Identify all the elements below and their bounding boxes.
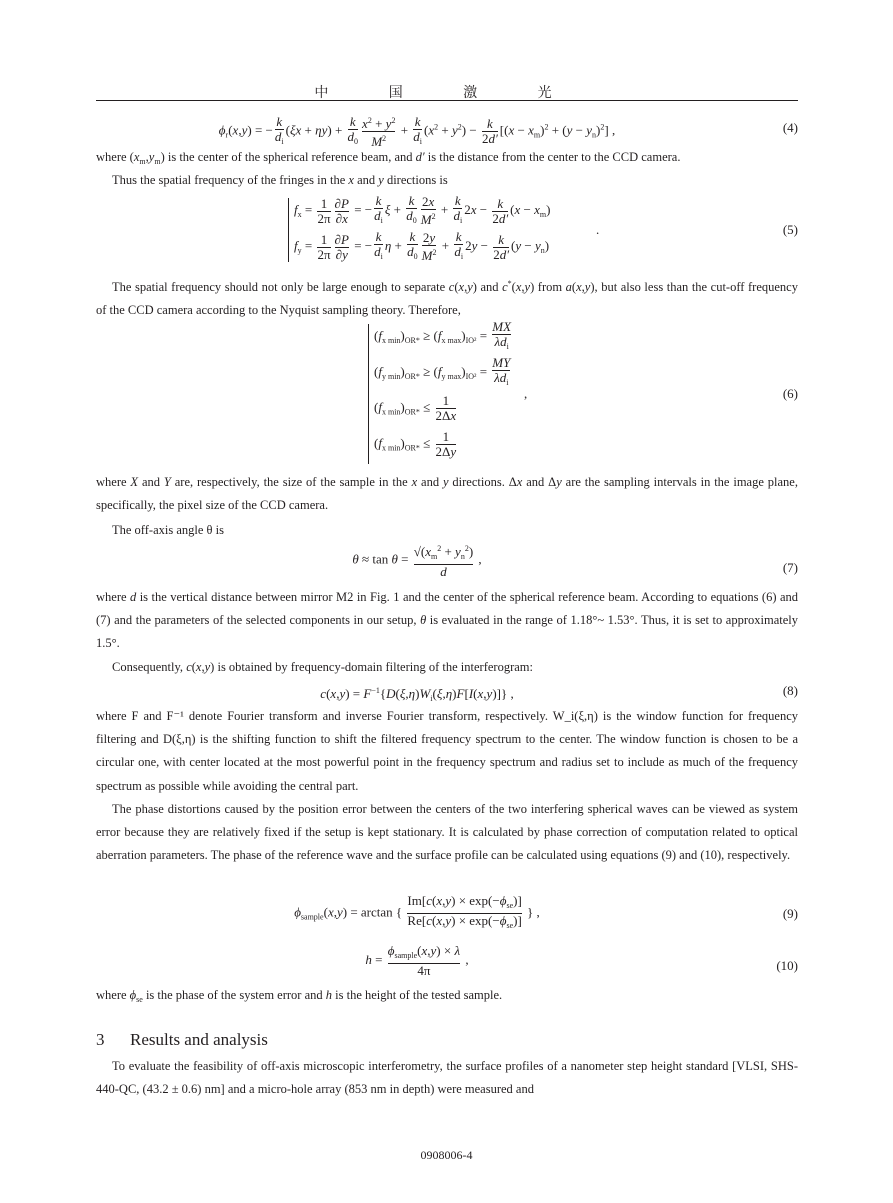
equation-6: $(f_{x min})_{OR*} \ge (f_{x max})_{IO^2}$ = $\frac{MX}{\lambda d_i}$ $(f_{y min})_{OR*} \ge (f_{y max})_{IO^2}$ = $\frac{MY}{\lambda d_i}$ $(f_{x min})_{OR*}$ ≤ $\frac{1}{2\Delta x}$ $(f_{x min})_{OR*}$ ≤ $\frac{1}{2\Delta y}$ , (6) — [96, 320, 798, 468]
equation-5: $f_x$ = $\frac{1}{2\pi}$ $\frac{\partial P}{\partial x}$ = − $\frac{k}{d_i}$ ξ + $\frac{k}{d_0}$ $\frac{2x}{M^2}$ + $\frac{k}{d_i}$ 2x − $\frac{k}{2d'}$ $(x - x_m)$ $f_y$ = $\frac{1}{2\pi}$ $\frac{\partial P}{\partial y}$ = − $\frac{k}{d_i}$ η + $\frac{k}{d_0}$ $\frac{2y}{M^2}$ + $\frac{k}{d_i}$ 2y − $\frac{k}{2d'}$ $(y - y_n)$ . (5) — [96, 194, 798, 266]
equation-4-number: (4) — [782, 120, 798, 135]
journal-header: 中 国 激 光 — [314, 85, 580, 101]
equation-7-number: (7) — [782, 560, 798, 575]
equation-5-row-y: $f_y$ = $\frac{1}{2\pi}$ $\frac{\partial P}{\partial y}$ = − $\frac{k}{d_i}$ η + $\frac{k}{d_0}$ $\frac{2y}{M^2}$ + $\frac{k}{d_i}$ 2y − $\frac{k}{2d'}$ $(y - y_n)$ — [294, 229, 550, 263]
paragraph-4: where X and Y are, respectively, the size of the sample in the x and y directions. Δx and Δy are the sampling intervals in the image plane, specifically, the pixel size of the CCD camera. — [96, 475, 798, 513]
paragraph-11: To evaluate the feasibility of off-axis microscopic interferometry, the surface profiles of a nanometer step height standard [VLSI, SHS-440-QC, (43.2 ± 0.6) nm] and a micro-hole array (853 nm in depth) were measured and — [96, 1059, 798, 1097]
equation-5-number: (5) — [782, 222, 798, 237]
paragraph-3: The spatial frequency should not only be large enough to separate c(x,y) and c*(x,y) from a(x,y), but also less than the cut-off frequency of the CCD camera according to the Nyquist sampling theory. Therefore, — [96, 279, 798, 318]
equation-10 — [96, 944, 798, 984]
equation-6-brace — [368, 324, 369, 464]
equation-6-number: (6) — [782, 386, 798, 401]
equation-7-body: θ ≈ tan θ = $\frac{√(x_m^2 + y_n^2)}{d}$ , — [352, 544, 482, 579]
equation-10-number: (10) — [776, 958, 798, 973]
equation-5-brace — [288, 198, 289, 262]
paragraph-6: where d is the vertical distance between mirror M2 in Fig. 1 and the center of the spherical reference beam. According to equations (6) and (7) and the parameters of the selected components in our setup, θ is evaluated in the range of 1.18°~ 1.53°. Thus, it is set to approximately 1.5°. — [96, 590, 799, 651]
paragraph-10: where $\phi_{se}$ is the phase of the system error and h is the height of the tested sample. — [96, 988, 503, 1004]
equation-9 — [96, 894, 798, 936]
equation-5-row-x: $f_x$ = $\frac{1}{2\pi}$ $\frac{\partial P}{\partial x}$ = − $\frac{k}{d_i}$ ξ + $\frac{k}{d_0}$ $\frac{2x}{M^2}$ + $\frac{k}{d_i}$ 2x − $\frac{k}{2d'}$ $(x - x_m)$ — [294, 193, 551, 227]
paragraph-8: where F and F⁻¹ denote Fourier transform and inverse Fourier transform, respectively. W_i(ξ,η) is the window function for frequency filtering and D(ξ,η) is the shifting function to shift the filtered frequency spectrum to the center. The window function is chosen to be a circular one, with center located at the most powerful point in the frequency spectrum and radius set to include as much of the frequency spectrum as possible while avoiding the central part. — [96, 709, 798, 793]
header-rule — [96, 100, 798, 101]
equation-8 — [96, 683, 798, 703]
paragraph-9: The phase distortions caused by the position error between the centers of the two interfering spherical waves can be viewed as system error because they are relatively fixed if the setup is kept stationary. It is calculated by phase correction of computation related to optical aberration parameters. The phase of the reference wave and the surface profile can be calculated using equations (9) and (10), respectively. — [96, 802, 798, 863]
section-title: Results and analysis — [130, 1030, 268, 1049]
paragraph-1: where $(x_m,y_m)$ is the center of the spherical reference beam, and d′ is the distance from the center to the CCD camera. — [96, 150, 681, 166]
equation-4-body: $\phi_r(x,y)$ = − $\frac{k}{d_i}$ (ξx + ηy) + $\frac{k}{d_0}$ $\frac{x^2 + y^2}{M^2}$ + $\frac{k}{d_i}$ $(x^2 + y^2)$ − $\frac{k}{2d'}$ $[(x - x_m)^2 + (y - y_n)^2]$ , — [218, 113, 616, 149]
equation-9-body: $\phi_{sample}(x,y) = \arctan$ { $\frac{Im[c(x,y) \times \exp(-\phi_{se})]}{Re[c(x,y) \times \exp(-\phi_{se})]}$ } , — [96, 894, 738, 933]
equation-8-body: $c(x,y) = F^{-1}\{D(\xi,\eta)W_i(\xi,\eta)F[I(x,y)]\}$ , — [320, 686, 514, 703]
equation-7 — [96, 542, 798, 586]
equation-9-number: (9) — [782, 906, 798, 921]
section-number: 3 — [96, 1030, 105, 1049]
paragraph-7: Consequently, c(x,y) is obtained by frequency-domain filtering of the interferogram: — [112, 660, 533, 674]
equation-4 — [96, 112, 798, 149]
equation-10-body: h = $\frac{\phi_{sample}(x,y) \times \lambda}{4\pi}$ , — [365, 943, 469, 978]
equation-8-number: (8) — [782, 683, 798, 698]
page-footer: 0908006-4 — [420, 1148, 473, 1162]
paragraph-2: Thus the spatial frequency of the fringes in the x and y directions is — [112, 173, 448, 187]
paragraph-5: The off-axis angle θ is — [112, 523, 224, 537]
section-heading — [96, 1030, 268, 1050]
